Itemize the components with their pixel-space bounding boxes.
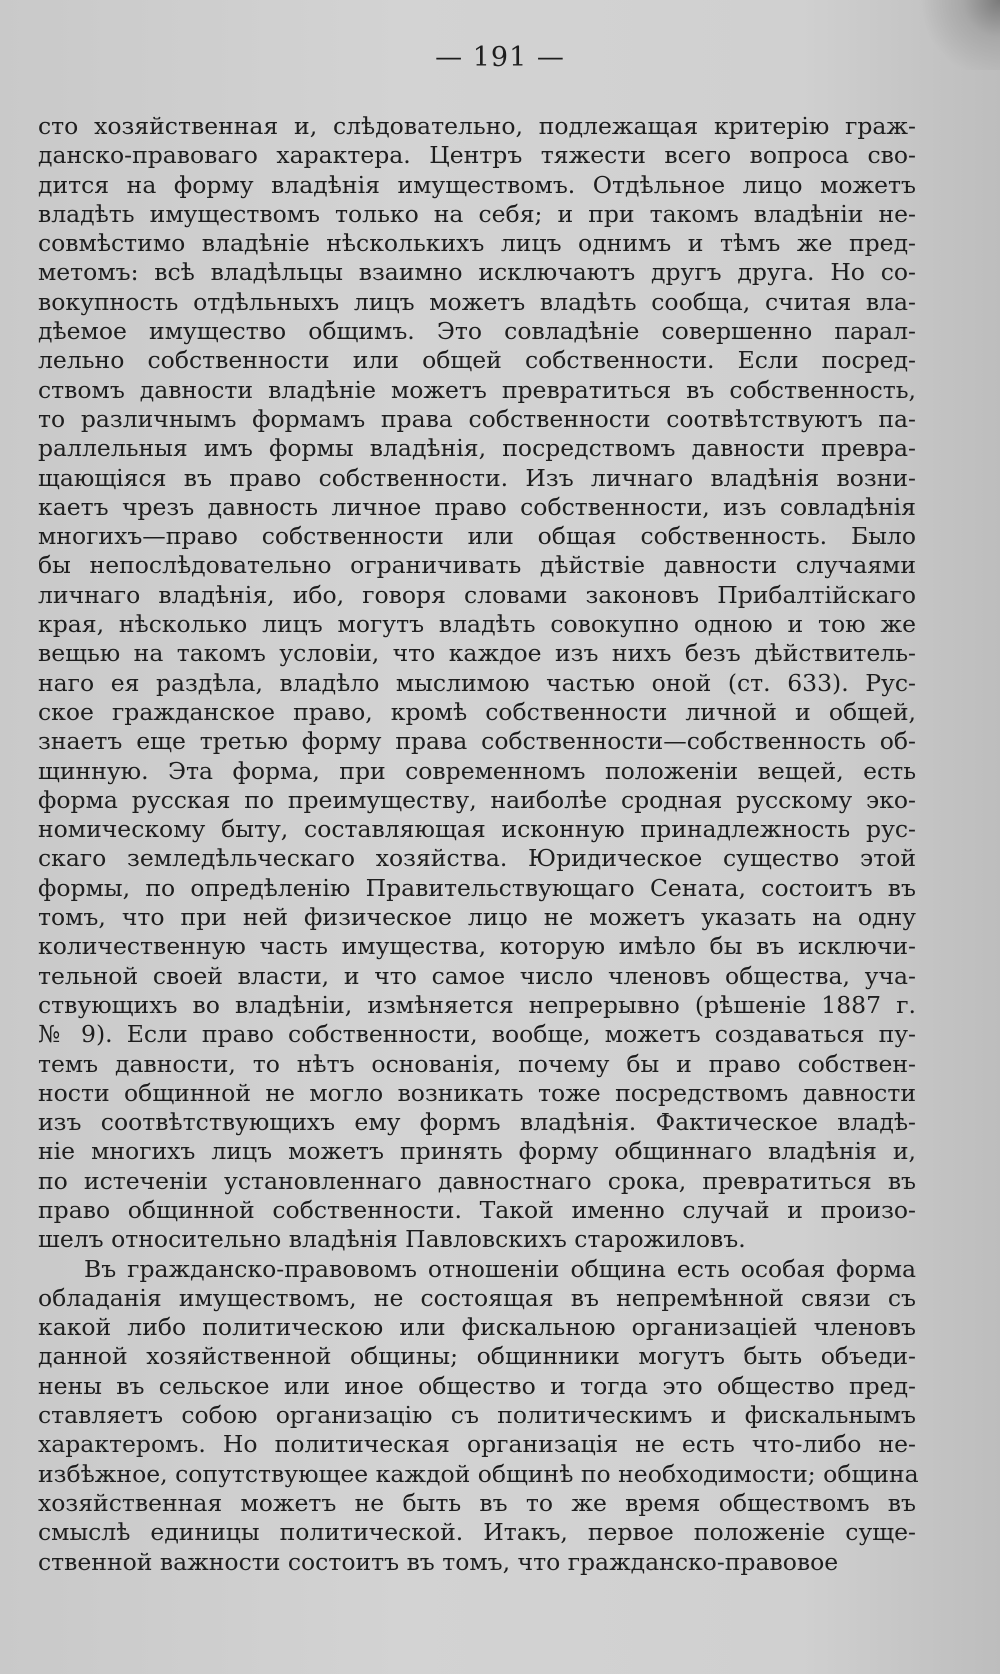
text-line: избѣжное, сопутствующее каждой общинѣ по необходимости; община <box>38 1459 919 1488</box>
text-line: количественную часть имущества, которую имѣло бы въ исключи- <box>38 932 916 961</box>
text-line: какой либо политическою или фискальною организаціей членовъ <box>38 1313 916 1342</box>
text-line: томъ, что при ней физическое лицо не можетъ указать на одну <box>38 903 916 932</box>
text-line: обладанія имуществомъ, не состоящая въ непремѣнной связи съ <box>38 1283 916 1312</box>
text-line: изъ соотвѣтствующихъ ему формъ владѣнія. Фактическое владѣ- <box>38 1108 916 1137</box>
text-line: данско-правоваго характера. Центръ тяжести всего вопроса сво- <box>38 141 916 170</box>
text-line: дѣемое имущество общимъ. Это совладѣніе совершенно парал- <box>38 317 916 346</box>
text-line: шелъ относительно владѣнія Павловскихъ старожиловъ. <box>38 1225 746 1254</box>
text-line: ствующихъ во владѣніи, измѣняется непрерывно (рѣшеніе 1887 г. <box>38 990 916 1019</box>
text-line: право общинной собственности. Такой именно случай и произо- <box>38 1195 916 1224</box>
text-line: лельно собственности или общей собственности. Если посред- <box>38 346 916 375</box>
text-line: владѣть имуществомъ только на себя; и при такомъ владѣніи не- <box>38 199 916 228</box>
text-line: вещью на такомъ условіи, что каждое изъ нихъ безъ дѣйствитель- <box>38 639 916 668</box>
text-line: скаго земледѣльческаго хозяйства. Юридическое существо этой <box>38 844 916 873</box>
text-line: № 9). Если право собственности, вообще, можетъ создаваться пу- <box>38 1020 916 1049</box>
text-line: наго ея раздѣла, владѣло мыслимою частью оной (ст. 633). Рус- <box>38 668 916 697</box>
text-line: щающіяся въ право собственности. Изъ личнаго владѣнія возни- <box>38 463 916 492</box>
text-line: то различнымъ формамъ права собственности соотвѣтствуютъ па- <box>38 404 916 433</box>
text-line: характеромъ. Но политическая организація не есть что-либо не- <box>38 1430 916 1459</box>
text-line: номическому быту, составляющая исконную принадлежность рус- <box>38 815 916 844</box>
body-text <box>38 112 919 1577</box>
text-line: щинную. Эта форма, при современномъ положеніи вещей, есть <box>38 756 916 785</box>
text-line: каетъ чрезъ давность личное право собственности, изъ совладѣнія <box>38 492 916 521</box>
text-line: метомъ: всѣ владѣльцы взаимно исключаютъ другъ друга. Но со- <box>38 258 916 287</box>
text-line: тельной своей власти, и что самое число членовъ общества, уча- <box>38 961 916 990</box>
text-line: формы, по опредѣленію Правительствующаго Сената, состоитъ въ <box>38 873 916 902</box>
text-line: вокупность отдѣльныхъ лицъ можетъ владѣть сообща, считая вла- <box>38 287 916 316</box>
text-line: бы непослѣдовательно ограничивать дѣйствіе давности случаями <box>38 551 916 580</box>
text-line: ніе многихъ лицъ можетъ принять форму общиннаго владѣнія и, <box>38 1137 916 1166</box>
text-line: темъ давности, то нѣтъ основанія, почему бы и право собствен- <box>38 1049 916 1078</box>
text-line: края, нѣсколько лицъ могутъ владѣть совокупно одною и тою же <box>38 610 916 639</box>
text-line: смыслѣ единицы политической. Итакъ, первое положеніе суще- <box>38 1518 916 1547</box>
text-line: ское гражданское право, кромѣ собственности личной и общей, <box>38 697 916 726</box>
text-line: дится на форму владѣнія имуществомъ. Отдѣльное лицо можетъ <box>38 170 916 199</box>
text-line: данной хозяйственной общины; общинники могутъ быть объеди- <box>38 1342 916 1371</box>
paragraph-2 <box>38 1254 919 1577</box>
text-line: ствомъ давности владѣніе можетъ превратиться въ собственность, <box>38 375 916 404</box>
text-line: ставляетъ собою организацію съ политическимъ и фискальнымъ <box>38 1401 916 1430</box>
text-line: личнаго владѣнія, ибо, говоря словами законовъ Прибалтійскаго <box>38 580 916 609</box>
text-line: знаетъ еще третью форму права собственности—собственность об- <box>38 727 916 756</box>
text-line: по истеченіи установленнаго давностнаго срока, превратиться въ <box>38 1166 916 1195</box>
text-line: совмѣстимо владѣніе нѣсколькихъ лицъ однимъ и тѣмъ же пред- <box>38 229 916 258</box>
text-line: Въ гражданско-правовомъ отношеніи община есть особая форма <box>84 1254 916 1283</box>
text-line: ности общинной не могло возникать тоже посредствомъ давности <box>38 1078 916 1107</box>
text-line: раллельныя имъ формы владѣнія, посредствомъ давности превра- <box>38 434 916 463</box>
paragraph-1 <box>38 112 916 1255</box>
page-number: — 191 — <box>435 42 565 73</box>
text-line: ственной важности состоитъ въ томъ, что гражданско-правовое <box>38 1547 839 1576</box>
text-line: многихъ—право собственности или общая собственность. Было <box>38 522 916 551</box>
text-line: нены въ сельское или иное общество и тогда это общество пред- <box>38 1371 916 1400</box>
text-line: форма русская по преимуществу, наиболѣе сродная русскому эко- <box>38 785 916 814</box>
text-line: сто хозяйственная и, слѣдовательно, подлежащая критерію граж- <box>38 112 916 140</box>
text-line: хозяйственная можетъ не быть въ то же время обществомъ въ <box>38 1488 916 1517</box>
